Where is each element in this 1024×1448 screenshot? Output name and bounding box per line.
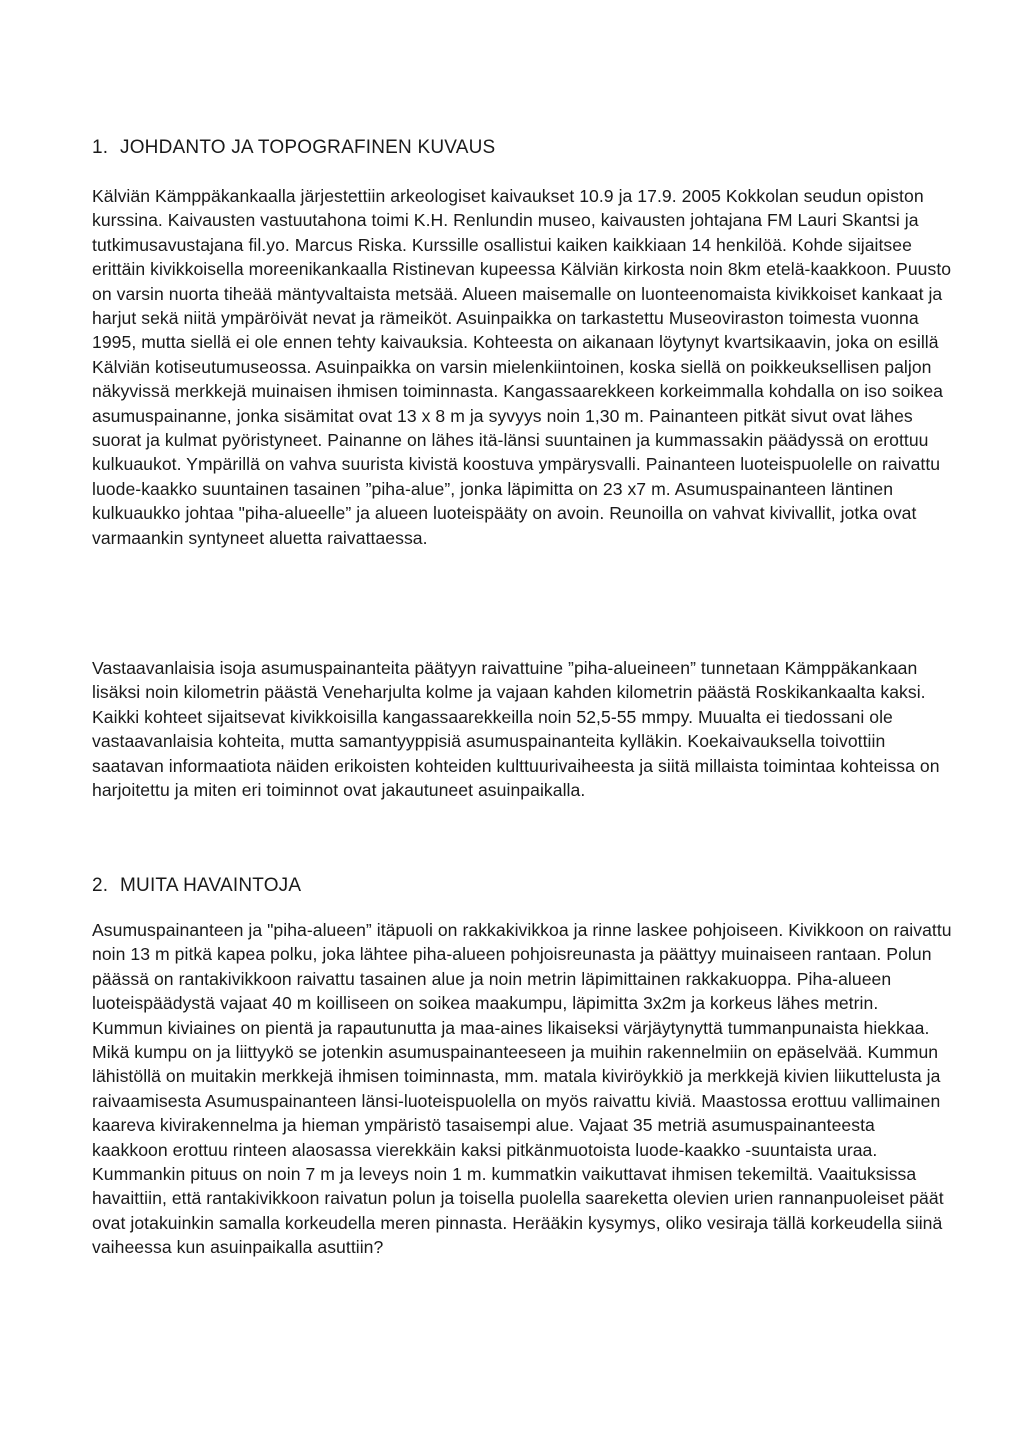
heading-johdanto	[92, 136, 942, 160]
section-title: JOHDANTO JA TOPOGRAFINEN KUVAUS	[120, 137, 496, 158]
section-1-heading	[92, 136, 942, 160]
section-2-heading	[92, 874, 942, 898]
section-title: MUITA HAVAINTOJA	[120, 875, 302, 896]
paragraph-comparable-sites: Vastaavanlaisia isoja asumuspainanteita päätyyn raivattuine ”piha-alueineen” tunnetaan Kämppäkankaan lisäksi noin kilometrin päästä Veneharjulta kolme ja vajaan kahden kilometrin päästä Roskikankaalta kaksi. Kaikki kohteet sijaitsevat kivikkoisilla kangassaarekkeilla noin 52,5-55 mmpy. Muualta ei tiedossani ole vastaavanlaisia kohteita, mutta samantyyppisiä asumuspainanteita kylläkin. Koekaivauksella toivottiin saatavan informaatiota näiden erikoisten kohteiden kulttuurivaiheesta ja siitä millaista toimintaa kohteissa on harjoitettu ja miten eri toiminnot ovat jakautuneet asuinpaikalla.	[92, 658, 940, 801]
paragraph-introduction: Kälviän Kämppäkankaalla järjestettiin arkeologiset kaivaukset 10.9 ja 17.9. 2005 Kokkolan seudun opiston kurssina. Kaivausten vastuutahona toimi K.H. Renlundin museo, kaivausten johtajana FM Lauri Skantsi ja tutkimusavustajana fil.yo. Marcus Riska. Kurssille osallistui kaiken kaikkiaan 14 henkilöä. Kohde sijaitsee erittäin kivikkoisella moreenikankaalla Ristinevan kupeessa Kälviän kirkosta noin 8km etelä-kaakkoon. Puusto on varsin nuorta tiheää mäntyvaltaista metsää. Alueen maisemalle on luonteenomaista kivikkoiset kankaat ja harjut sekä niitä ympäröivät nevat ja rämeiköt. Asuinpaikka on tarkastettu Museoviraston toimesta vuonna 1995, mutta siellä ei ole ennen tehty kaivauksia. Kohteesta on aikanaan löytynyt kvartsikaavin, joka on esillä Kälviän kotiseutumuseossa. Asuinpaikka on varsin mielenkiintoinen, koska siellä on poikkeuksellisen paljon näkyvissä merkkejä muinaisen ihmisen toiminnasta. Kangassaarekkeen korkeimmalla kohdalla on iso soikea asumuspainanne, jonka sisämitat ovat 13 x 8 m ja syvyys noin 1,30 m. Painanteen pitkät sivut ovat lähes suorat ja kulmat pyöristyneet. Painanne on lähes itä-länsi suuntainen ja kummassakin päädyssä on erottuu kulkuaukot. Ympärillä on vahva suurista kivistä koostuva ympärysvalli. Painanteen luoteispuolelle on raivattu luode-kaakko suuntainen tasainen ”piha-alue”, jonka läpimitta on 23 x7 m. Asumuspainanteen läntinen kulkuaukko johtaa "piha-alueelle” ja alueen luoteispääty on avoin. Reunoilla on vahvat kivivallit, jotka ovat varmaankin syntyneet aluetta raivattaessa.	[92, 186, 952, 548]
section-number: 2.	[92, 875, 109, 896]
heading-muita-havaintoja	[92, 874, 942, 898]
paragraph-other-observations: Asumuspainanteen ja "piha-alueen” itäpuoli on rakkakivikkoa ja rinne laskee pohjoiseen. Kivikkoon on raivattu noin 13 m pitkä kapea polku, joka lähtee piha-alueen pohjoisreunasta ja päättyy muinaiseen rantaan. Polun päässä on rantakivikkoon raivattu tasainen alue ja noin metrin läpimittainen rakkakuoppa. Piha-alueen luoteispäädystä vajaat 40 m koilliseen on soikea maakumpu, läpimitta 3x2m ja korkeus lähes metrin. Kummun kiviaines on pientä ja rapautunutta ja maa-aines likaiseksi värjäytynyttä tummanpunaista hiekkaa. Mikä kumpu on ja liittyykö se jotenkin asumuspainanteeseen ja muihin rakennelmiin on epäselvää. Kummun lähistöllä on muitakin merkkejä ihmisen toiminnasta, mm. matala kiviröykkiö ja merkkejä kivien liikuttelusta ja raivaamisesta Asumuspainanteen länsi-luoteispuolella on myös raivattu kiviä. Maastossa erottuu vallimainen kaareva kivirakennelma ja hieman ympäristö tasaisempi alue. Vajaat 35 metriä asumuspainanteesta kaakkoon erottuu rinteen alaosassa vierekkäin kaksi pitkänmuotoista luode-kaakko -suuntaista uraa. Kummankin pituus on noin 7 m ja leveys noin 1 m. kummatkin vaikuttavat ihmisen tekemiltä. Vaaituksissa havaittiin, että rantakivikkoon raivatun polun ja toisella puolella saareketta olevien urien rannanpuoleiset päät ovat jotakuinkin samalla korkeudella meren pinnasta. Herääkin kysymys, oliko vesiraja tällä korkeudella siinä vaiheessa kun asuinpaikalla asuttiin?	[92, 920, 952, 1258]
section-number: 1.	[92, 137, 109, 158]
